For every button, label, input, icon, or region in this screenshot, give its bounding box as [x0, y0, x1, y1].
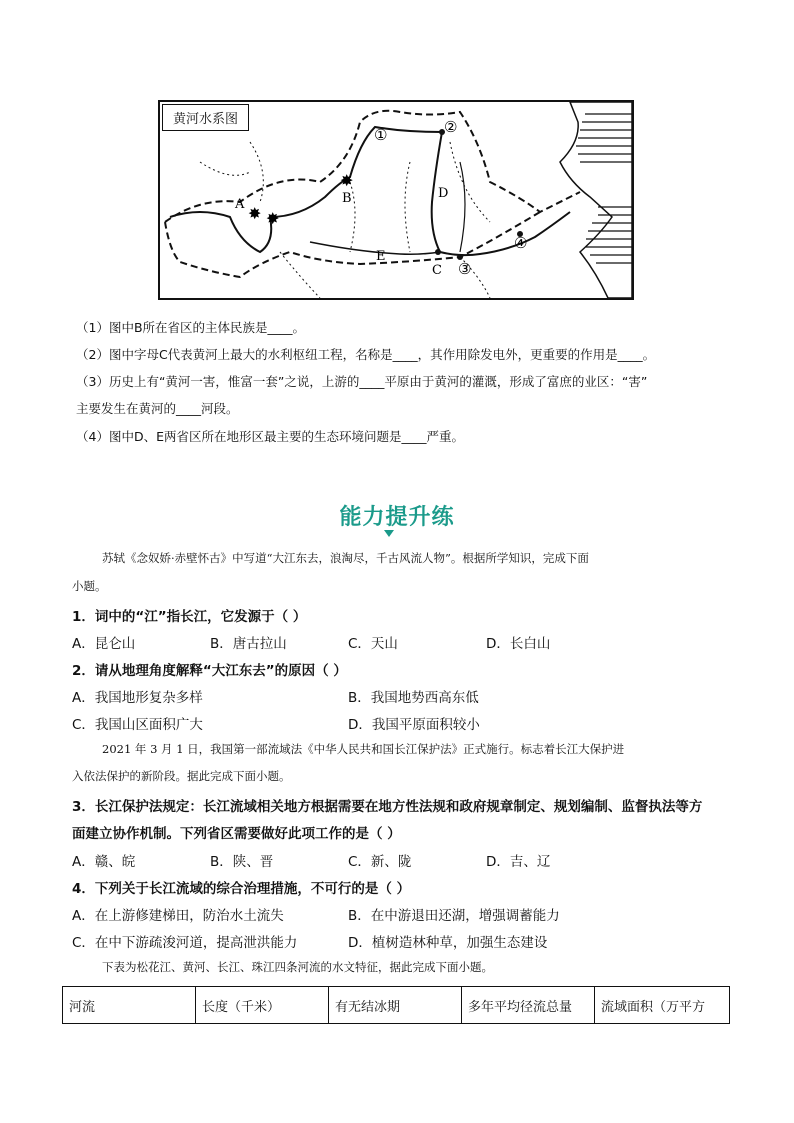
question-4-option-c[interactable]: C．在中下游疏浚河道，提高泄洪能力: [72, 935, 298, 951]
map-label-e: E: [376, 249, 386, 264]
star-icon: ✸: [248, 204, 262, 223]
station-dot-c: [435, 249, 441, 255]
star-icon: ✸: [340, 171, 354, 190]
map-label-3: ③: [458, 260, 472, 278]
fen-river: [460, 162, 465, 252]
question-3-option-c[interactable]: C．新、陇: [348, 854, 412, 870]
question-3-stem-line1: 3．长江保护法规定：长江流域相关地方根据需要在地方性法规和政府规章制定、规划编制、监督执法等方: [72, 799, 703, 815]
map-question-2: （2）图中字母C代表黄河上最大的水利枢纽工程，名称是____，其作用除发电外，更重要的作用是____。: [76, 347, 656, 362]
question-4-option-a[interactable]: A．在上游修建梯田，防治水土流失: [72, 908, 284, 924]
yellow-river-map: [158, 100, 634, 300]
table-header-cell: 流域面积（万平方: [595, 987, 730, 1024]
question-3-option-d[interactable]: D．吉、辽: [486, 854, 551, 870]
map-label-a: A: [235, 197, 245, 212]
question-4-stem: 4．下列关于长江流域的综合治理措施，不可行的是（ ）: [72, 881, 411, 897]
question-2-option-a[interactable]: A．我国地形复杂多样: [72, 690, 203, 706]
river-table: [62, 986, 730, 1024]
question-4-option-d[interactable]: D．植树造林种草，加强生态建设: [348, 935, 548, 951]
map-label-c: C: [432, 263, 442, 278]
map-question-3-line1: （3）历史上有“黄河一害，惟富一套”之说，上游的____平原由于黄河的灌溉，形成了富庶的业区：“害”: [76, 374, 648, 389]
yellow-river: [170, 127, 570, 255]
question-2-option-b[interactable]: B．我国地势西高东低: [348, 690, 479, 706]
question-1-option-a[interactable]: A．昆仑山: [72, 636, 136, 652]
map-label-d: D: [438, 186, 449, 201]
question-2-option-d[interactable]: D．我国平原面积较小: [348, 717, 480, 733]
table-header-cell: 多年平均径流总量: [462, 987, 595, 1024]
question-1-stem: 1．词中的“江”指长江，它发源于（ ）: [72, 609, 307, 625]
question-3-option-a[interactable]: A．赣、皖: [72, 854, 136, 870]
map-question-3-line2: 主要发生在黄河的____河段。: [76, 401, 239, 416]
wei-river: [310, 242, 440, 254]
intro-2-line2: 入依法保护的新阶段。据此完成下面小题。: [72, 769, 291, 783]
section-title: 能力提升练: [339, 505, 455, 530]
question-2-stem: 2．请从地理角度解释“大江东去”的原因（ ）: [72, 663, 347, 679]
intro-3: 下表为松花江、黄河、长江、珠江四条河流的水文特征，据此完成下面小题。: [102, 960, 493, 974]
star-icon: ✸: [266, 209, 280, 228]
question-3-option-b[interactable]: B．陕、晋: [210, 854, 274, 870]
province-boundaries: [200, 142, 490, 298]
coastline: [560, 102, 632, 298]
map-drawing: [160, 102, 632, 298]
intro-1-line1: 苏轼《念奴娇·赤壁怀古》中写道“大江东去，浪淘尽，千古风流人物”。根据所学知识，完成下面: [102, 551, 589, 565]
question-1-option-b[interactable]: B．唐古拉山: [210, 636, 287, 652]
table-header-cell: 长度（千米）: [196, 987, 329, 1024]
intro-2-line1: 2021 年 3 月 1 日，我国第一部流域法《中华人民共和国长江保护法》正式施行。标志着长江大保护进: [102, 742, 625, 756]
intro-1-line2: 小题。: [72, 579, 107, 593]
table-header-cell: 河流: [63, 987, 196, 1024]
question-4-option-b[interactable]: B．在中游退田还湖，增强调蓄能力: [348, 908, 560, 924]
question-1-option-c[interactable]: C．天山: [348, 636, 398, 652]
table-header-row: [63, 987, 730, 1024]
question-2-option-c[interactable]: C．我国山区面积广大: [72, 717, 203, 733]
map-label-1: ①: [374, 126, 388, 144]
section-title-marker: [384, 530, 394, 537]
map-label-b: B: [342, 191, 352, 206]
table-header-cell: 有无结冰期: [329, 987, 462, 1024]
map-label-4: ④: [514, 234, 528, 252]
question-1-option-d[interactable]: D．长白山: [486, 636, 551, 652]
map-question-4: （4）图中D、E两省区所在地形区最主要的生态环境问题是____严重。: [76, 429, 464, 444]
question-3-stem-line2: 面建立协作机制。下列省区需要做好此项工作的是（ ）: [72, 826, 401, 842]
map-label-2: ②: [444, 118, 458, 136]
map-title: 黄河水系图: [162, 104, 249, 131]
map-question-1: （1）图中B所在省区的主体民族是____。: [76, 320, 306, 335]
